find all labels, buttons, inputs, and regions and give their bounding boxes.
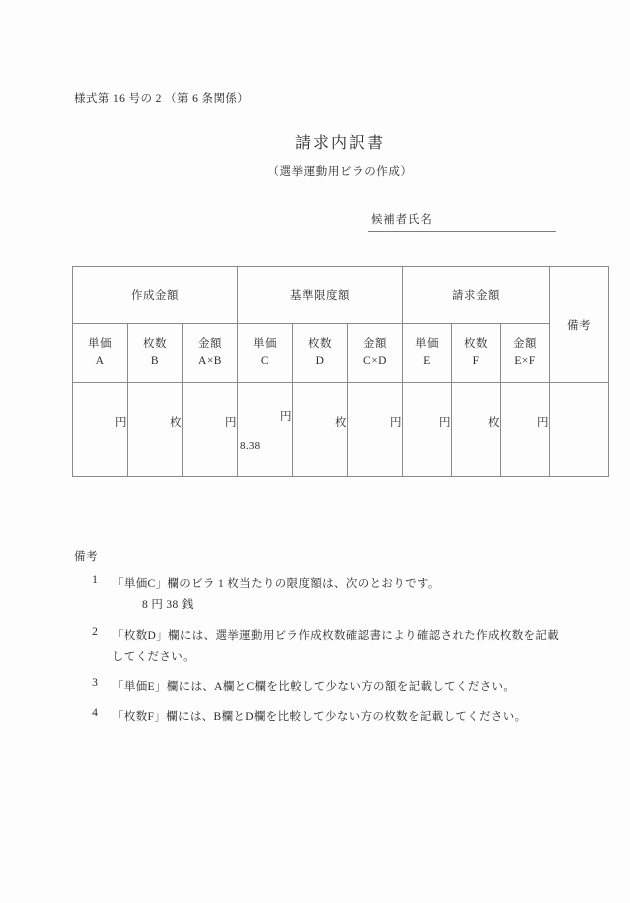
cell-remarks[interactable] — [550, 383, 609, 477]
group-header-creation-amount: 作成金額 — [73, 267, 238, 324]
column-header-amount-ab-label: 金額 — [198, 338, 222, 351]
column-header-amount-ef-label: 金額 — [513, 338, 538, 351]
unit-yen-ef: 円 — [537, 416, 550, 429]
column-header-amount-ab-code: A×B — [198, 355, 222, 367]
unit-sheets-d: 枚 — [335, 416, 348, 429]
note-number-1: 1 — [92, 574, 98, 586]
cell-unit-price-a[interactable] — [73, 383, 128, 477]
note-text-1-line1: 「単価C」欄のビラ 1 枚当たりの限度額は、次のとおりです。 — [112, 578, 440, 590]
column-header-sheets-b-code: B — [150, 355, 160, 367]
column-header-amount-cd-code: C×D — [363, 355, 387, 367]
notes-section — [74, 548, 574, 738]
column-header-unit-price-e-label: 単価 — [415, 338, 440, 351]
unit-yen-ab: 円 — [225, 416, 238, 429]
table-row — [73, 383, 609, 477]
list-item — [74, 707, 574, 728]
cell-unit-price-c[interactable] — [238, 383, 293, 477]
cell-sheets-b[interactable] — [128, 383, 183, 477]
candidate-name-label: 候補者氏名 — [371, 214, 433, 226]
note-text-2-line1: 「枚数D」欄には、選挙運動用ビラ作成枚数確認書により確認された作成枚数を記載 — [112, 629, 560, 642]
note-text-1 — [112, 574, 574, 617]
column-header-sheets-b-label: 枚数 — [143, 338, 167, 351]
table-column-header-row — [73, 324, 609, 383]
column-header-amount-ef — [501, 324, 550, 383]
column-header-unit-price-e — [403, 324, 452, 383]
value-unit-price-c: 8.38 — [240, 439, 261, 452]
cell-sheets-d[interactable] — [293, 383, 348, 477]
note-number-3: 3 — [92, 677, 98, 690]
column-header-sheets-d-label: 枚数 — [308, 338, 333, 351]
column-header-amount-ef-code: E×F — [514, 355, 536, 367]
note-number-4: 4 — [92, 707, 98, 720]
billing-breakdown-table — [72, 266, 609, 477]
unit-yen-cd: 円 — [390, 416, 403, 429]
list-item — [74, 677, 574, 698]
note-text-2 — [112, 626, 574, 669]
cell-sheets-f[interactable] — [452, 383, 501, 477]
note-text-4: 「枚数F」欄には、B欄とD欄を比較して少ない方の枚数を記載してください。 — [112, 711, 527, 724]
column-header-amount-cd — [348, 324, 403, 383]
column-header-sheets-f-code: F — [472, 355, 480, 367]
column-header-unit-price-a-label: 単価 — [88, 338, 112, 351]
list-item — [74, 574, 574, 617]
notes-title: 備考 — [74, 551, 98, 563]
note-text-3: 「単価E」欄には、A欄とC欄を比較して少ない方の額を記載してください。 — [112, 681, 516, 694]
page-title: 請求内訳書 — [294, 135, 385, 152]
page-subtitle: （選挙運動用ビラの作成） — [267, 166, 413, 178]
column-header-sheets-d-code: D — [315, 355, 325, 367]
column-header-sheets-f-label: 枚数 — [464, 338, 489, 351]
group-header-claim-amount: 請求金額 — [403, 267, 550, 324]
list-item — [74, 626, 574, 669]
column-header-unit-price-a-code: A — [95, 355, 105, 367]
unit-yen-e: 円 — [439, 416, 452, 429]
column-header-unit-price-c-code: C — [260, 355, 270, 367]
table-group-header-row — [73, 267, 609, 324]
column-header-sheets-b — [128, 324, 183, 383]
unit-yen-a: 円 — [115, 416, 127, 429]
unit-yen-c: 円 — [280, 410, 293, 423]
column-header-unit-price-c — [238, 324, 293, 383]
column-header-amount-cd-label: 金額 — [363, 338, 388, 351]
column-header-remarks: 備考 — [550, 267, 609, 383]
cell-amount-ef[interactable] — [501, 383, 550, 477]
unit-sheets-f: 枚 — [488, 416, 501, 429]
group-header-standard-limit: 基準限度額 — [238, 267, 403, 324]
column-header-sheets-d — [293, 324, 348, 383]
column-header-unit-price-c-label: 単価 — [253, 338, 278, 351]
note-number-2: 2 — [92, 625, 98, 638]
column-header-sheets-f — [452, 324, 501, 383]
note-text-2-line2: してください。 — [112, 650, 195, 663]
column-header-amount-ab — [183, 324, 238, 383]
cell-amount-cd[interactable] — [348, 383, 403, 477]
candidate-name-field[interactable] — [368, 211, 556, 232]
column-header-unit-price-e-code: E — [423, 355, 431, 367]
unit-sheets-b: 枚 — [170, 416, 182, 429]
cell-amount-ab[interactable] — [183, 383, 238, 477]
form-number: 様式第 16 号の 2 （第 6 条関係） — [74, 93, 250, 105]
billing-breakdown-table-wrapper — [72, 266, 592, 477]
cell-unit-price-e[interactable] — [403, 383, 452, 477]
column-header-unit-price-a — [73, 324, 128, 383]
note-text-1-sub: 8 円 38 銭 — [142, 599, 194, 612]
